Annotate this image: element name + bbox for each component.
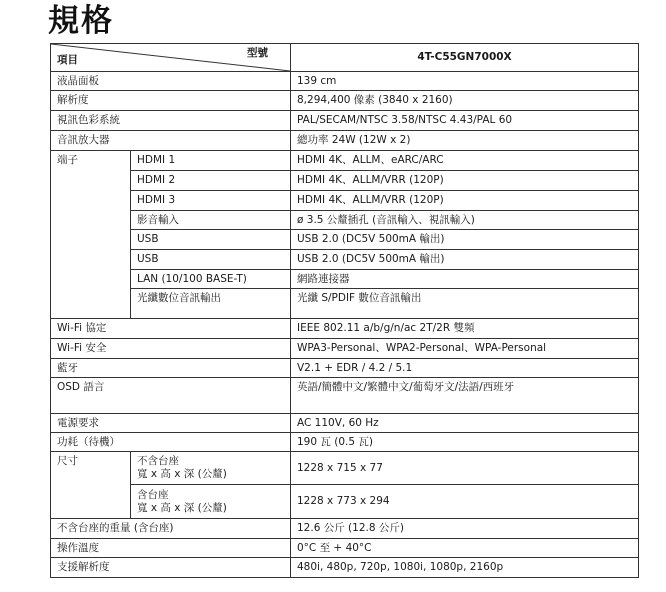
row-value: 8,294,400 像素 (3840 x 2160) xyxy=(291,91,639,111)
dimensions-label: 尺寸 xyxy=(51,452,131,519)
row-label: 解析度 xyxy=(51,91,291,111)
dimension-with-stand xyxy=(131,485,291,519)
row-value: PAL/SECAM/NTSC 3.58/NTSC 4.43/PAL 60 xyxy=(291,111,639,131)
table-row xyxy=(51,211,639,230)
spec-table xyxy=(50,43,639,578)
header-row xyxy=(51,44,639,72)
dimension-without-stand xyxy=(131,452,291,485)
table-row xyxy=(51,151,639,171)
row-label: Wi-Fi 安全 xyxy=(51,339,291,359)
table-row xyxy=(51,230,639,250)
dimension-value: 1228 x 715 x 77 xyxy=(291,452,639,485)
row-value: WPA3-Personal、WPA2-Personal、WPA-Personal xyxy=(291,339,639,359)
row-label: 不含台座的重量 (含台座) xyxy=(51,519,291,539)
table-row xyxy=(51,433,639,452)
port-name: LAN (10/100 BASE-T) xyxy=(131,270,291,289)
row-label: 音訊放大器 xyxy=(51,131,291,151)
port-name: HDMI 2 xyxy=(131,171,291,191)
dimension-unit: 寬 x 高 x 深 (公釐) xyxy=(137,501,227,514)
row-label: 液晶面板 xyxy=(51,72,291,91)
row-value: V2.1 + EDR / 4.2 / 5.1 xyxy=(291,359,639,378)
dimension-unit: 寬 x 高 x 深 (公釐) xyxy=(137,468,227,480)
table-row xyxy=(51,339,639,359)
table-row xyxy=(51,539,639,558)
port-value: HDMI 4K、ALLM/VRR (120P) xyxy=(291,171,639,191)
table-row xyxy=(51,378,639,414)
table-row xyxy=(51,359,639,378)
table-row xyxy=(51,191,639,211)
row-value: 12.6 公斤 (12.8 公斤) xyxy=(291,519,639,539)
row-value: 總功率 24W (12W x 2) xyxy=(291,131,639,151)
port-value: 網路連接器 xyxy=(291,270,639,289)
port-name: HDMI 1 xyxy=(131,151,291,171)
row-value: 139 cm xyxy=(291,72,639,91)
row-label: 功耗（待機） xyxy=(51,433,291,452)
row-value: AC 110V, 60 Hz xyxy=(291,414,639,433)
row-label: OSD 語言 xyxy=(51,378,291,414)
table-row xyxy=(51,131,639,151)
row-label: Wi-Fi 協定 xyxy=(51,319,291,339)
table-row xyxy=(51,250,639,270)
table-row xyxy=(51,91,639,111)
table-row xyxy=(51,289,639,319)
port-value: USB 2.0 (DC5V 500mA 輸出) xyxy=(291,250,639,270)
header-model-name: 4T-C55GN7000X xyxy=(291,44,639,72)
port-name: USB xyxy=(131,230,291,250)
page-title: 規格 xyxy=(48,3,114,39)
port-name: HDMI 3 xyxy=(131,191,291,211)
port-name: 影音輸入 xyxy=(131,211,291,230)
row-value: 英語/簡體中文/繁體中文/葡萄牙文/法語/西班牙 xyxy=(291,378,639,414)
port-value: 光纖 S/PDIF 數位音訊輸出 xyxy=(291,289,639,319)
table-row xyxy=(51,72,639,91)
port-name: USB xyxy=(131,250,291,270)
row-label: 支援解析度 xyxy=(51,558,291,578)
table-row xyxy=(51,558,639,578)
port-name: 光纖數位音訊輸出 xyxy=(131,289,291,319)
header-model-label: 型號 xyxy=(247,47,268,59)
ports-label: 端子 xyxy=(51,151,131,319)
table-row xyxy=(51,414,639,433)
port-value: HDMI 4K、ALLM/VRR (120P) xyxy=(291,191,639,211)
row-value: IEEE 802.11 a/b/g/n/ac 2T/2R 雙頻 xyxy=(291,319,639,339)
table-row xyxy=(51,111,639,131)
row-label: 電源要求 xyxy=(51,414,291,433)
port-value: ø 3.5 公釐插孔 (音訊輸入、視訊輸入) xyxy=(291,211,639,230)
table-row xyxy=(51,319,639,339)
dimension-value: 1228 x 773 x 294 xyxy=(291,485,639,519)
table-row xyxy=(51,452,639,485)
row-value: 190 瓦 (0.5 瓦) xyxy=(291,433,639,452)
header-item-model-cell xyxy=(51,44,291,72)
row-label: 操作溫度 xyxy=(51,539,291,558)
dimension-condition: 含台座 xyxy=(137,488,169,501)
table-row xyxy=(51,519,639,539)
port-value: USB 2.0 (DC5V 500mA 輸出) xyxy=(291,230,639,250)
table-row xyxy=(51,270,639,289)
table-row xyxy=(51,485,639,519)
header-item-label: 項目 xyxy=(57,54,78,66)
port-value: HDMI 4K、ALLM、eARC/ARC xyxy=(291,151,639,171)
row-value: 480i, 480p, 720p, 1080i, 1080p, 2160p xyxy=(291,558,639,578)
row-label: 藍牙 xyxy=(51,359,291,378)
row-value: 0°C 至 + 40°C xyxy=(291,539,639,558)
table-row xyxy=(51,171,639,191)
row-label: 視訊色彩系統 xyxy=(51,111,291,131)
dimension-condition: 不含台座 xyxy=(137,455,179,467)
